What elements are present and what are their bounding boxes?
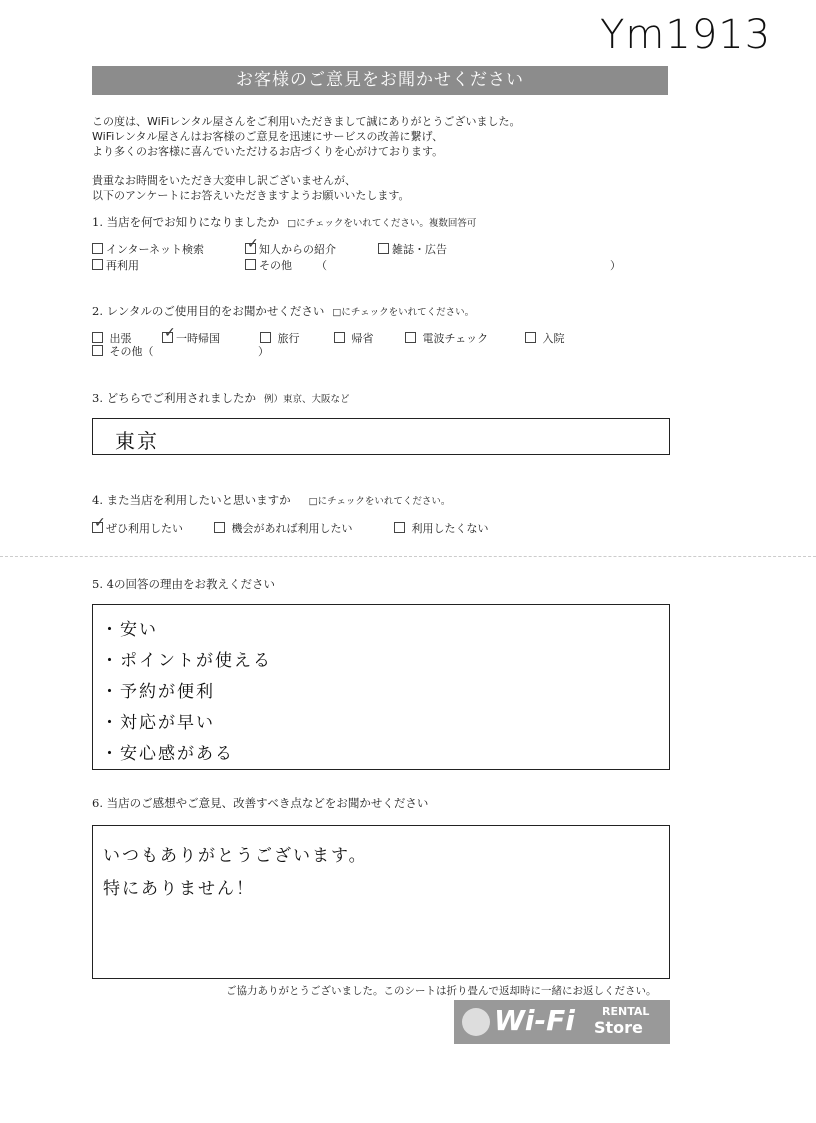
- intro-spacer: [92, 159, 521, 173]
- checkbox[interactable]: [525, 332, 536, 343]
- q1-option-reuse[interactable]: [92, 257, 139, 273]
- option-label: 再利用: [106, 259, 139, 272]
- q5-answer-line: ・安心感がある: [101, 744, 234, 764]
- q3-heading: [92, 390, 350, 406]
- q5-answer-line: ・安い: [101, 620, 158, 640]
- q6-heading: [92, 795, 428, 811]
- q3-answer: 東京: [115, 429, 159, 453]
- intro-line: 以下のアンケートにお答えいただきますようお願いいたします。: [92, 189, 410, 202]
- option-label: 旅行: [277, 332, 300, 345]
- option-label: インターネット検索: [106, 243, 205, 256]
- checkbox[interactable]: [92, 243, 103, 254]
- q1-other-close-paren: ）: [610, 259, 621, 272]
- option-label: 一時帰国: [176, 332, 220, 345]
- q1-note: □にチェックをいれてください。複数回答可: [287, 218, 477, 229]
- option-label: 出張: [109, 332, 132, 345]
- option-label: 電波チェック: [422, 332, 489, 345]
- option-label: 雑誌・広告: [392, 243, 447, 256]
- store-logo: [454, 1000, 670, 1044]
- q5-answer-line: ・対応が早い: [101, 713, 215, 733]
- q1-label: 1. 当店を何でお知りになりましたか: [92, 215, 280, 229]
- checkbox[interactable]: [92, 259, 103, 270]
- q2-option-hospital[interactable]: [525, 330, 565, 346]
- option-label: 帰省: [351, 332, 374, 345]
- q6-answers: [103, 840, 368, 906]
- q1-option-internet[interactable]: [92, 241, 204, 257]
- q1-option-other[interactable]: [245, 257, 292, 273]
- q2-other-close-paren: ）: [258, 345, 269, 358]
- option-label: 機会があれば利用したい: [231, 522, 353, 535]
- q4-note: □にチェックをいれてください。: [308, 496, 451, 507]
- intro-line: より多くのお客様に喜んでいただけるお店づくりを心がけております。: [92, 145, 444, 158]
- checkbox[interactable]: [394, 522, 405, 533]
- intro-text: [92, 114, 521, 203]
- q4-option-maybe[interactable]: [214, 520, 353, 536]
- logo-store: Store: [594, 1018, 643, 1037]
- q5-answer-box[interactable]: [92, 604, 670, 770]
- option-label: 利用したくない: [411, 522, 489, 535]
- q2-label: 2. レンタルのご使用目的をお聞かせください: [92, 304, 325, 318]
- option-label: ぜひ利用したい: [106, 522, 183, 535]
- intro-line: 貴重なお時間をいただき大変申し訳ございませんが、: [92, 174, 356, 187]
- option-label: その他: [259, 259, 292, 272]
- intro-line: この度は、WiFiレンタル屋さんをご利用いただきまして誠にありがとうございました。: [92, 115, 521, 128]
- option-label: 知人からの紹介: [259, 243, 336, 256]
- q1-other-open-paren: （: [316, 259, 327, 272]
- q6-label: 6. 当店のご感想やご意見、改善すべき点などをお聞かせください: [92, 796, 429, 810]
- checkbox[interactable]: [378, 243, 389, 254]
- q4-option-definitely[interactable]: [92, 520, 183, 536]
- intro-line: WiFiレンタル屋さんはお客様のご意見を迅速にサービスの改善に繋げ、: [92, 130, 444, 143]
- checkbox[interactable]: [92, 332, 103, 343]
- q5-answer-line: ・予約が便利: [101, 682, 215, 702]
- q3-note: 例）東京、大阪など: [264, 394, 350, 405]
- q2-option-signal-check[interactable]: [405, 330, 488, 346]
- q4-option-no[interactable]: [394, 520, 489, 536]
- q3-answer-box[interactable]: [92, 418, 670, 455]
- form-title: お客様のご意見をお聞かせください: [92, 66, 668, 95]
- q2-option-other[interactable]: [92, 343, 154, 359]
- q2-option-homecoming[interactable]: [334, 330, 374, 346]
- mascot-icon: [462, 1008, 490, 1036]
- logo-rental: RENTAL: [602, 1005, 650, 1018]
- checkbox[interactable]: [245, 259, 256, 270]
- q4-heading: [92, 492, 450, 508]
- q6-answer-line: いつもありがとうございます。: [103, 846, 368, 866]
- q1-option-magazine[interactable]: [378, 241, 447, 257]
- checkbox[interactable]: [334, 332, 345, 343]
- q3-label: 3. どちらでご利用されましたか: [92, 391, 257, 405]
- checkbox[interactable]: [214, 522, 225, 533]
- q4-label: 4. また当店を利用したいと思いますか: [92, 493, 291, 507]
- divider: [0, 556, 816, 557]
- q5-label: 5. 4の回答の理由をお教えください: [92, 577, 275, 591]
- q6-answer-box[interactable]: [92, 825, 670, 979]
- q2-note: □にチェックをいれてください。: [332, 307, 475, 318]
- q2-option-return-home[interactable]: [162, 330, 220, 346]
- q6-answer-line: 特にありません！: [103, 879, 255, 899]
- q1-option-referral[interactable]: [245, 241, 336, 257]
- q1-heading: [92, 214, 476, 230]
- option-label: 入院: [542, 332, 565, 345]
- checkbox[interactable]: [92, 345, 103, 356]
- handwritten-id: Ym1913: [600, 12, 772, 58]
- footer-note: ご協力ありがとうございました。このシートは折り畳んで返却時に一緒にお返しください。: [226, 985, 657, 997]
- q5-answer-line: ・ポイントが使える: [101, 651, 272, 671]
- q2-heading: [92, 303, 474, 319]
- checkbox[interactable]: [405, 332, 416, 343]
- checkbox-checked[interactable]: [245, 243, 256, 254]
- checkbox[interactable]: [260, 332, 271, 343]
- logo-wifi: Wi-Fi: [494, 1004, 575, 1037]
- checkbox-checked[interactable]: [92, 522, 103, 533]
- q5-heading: [92, 576, 275, 592]
- option-label: その他（: [109, 345, 154, 358]
- checkbox-checked[interactable]: [162, 332, 173, 343]
- q5-answers: [101, 615, 272, 770]
